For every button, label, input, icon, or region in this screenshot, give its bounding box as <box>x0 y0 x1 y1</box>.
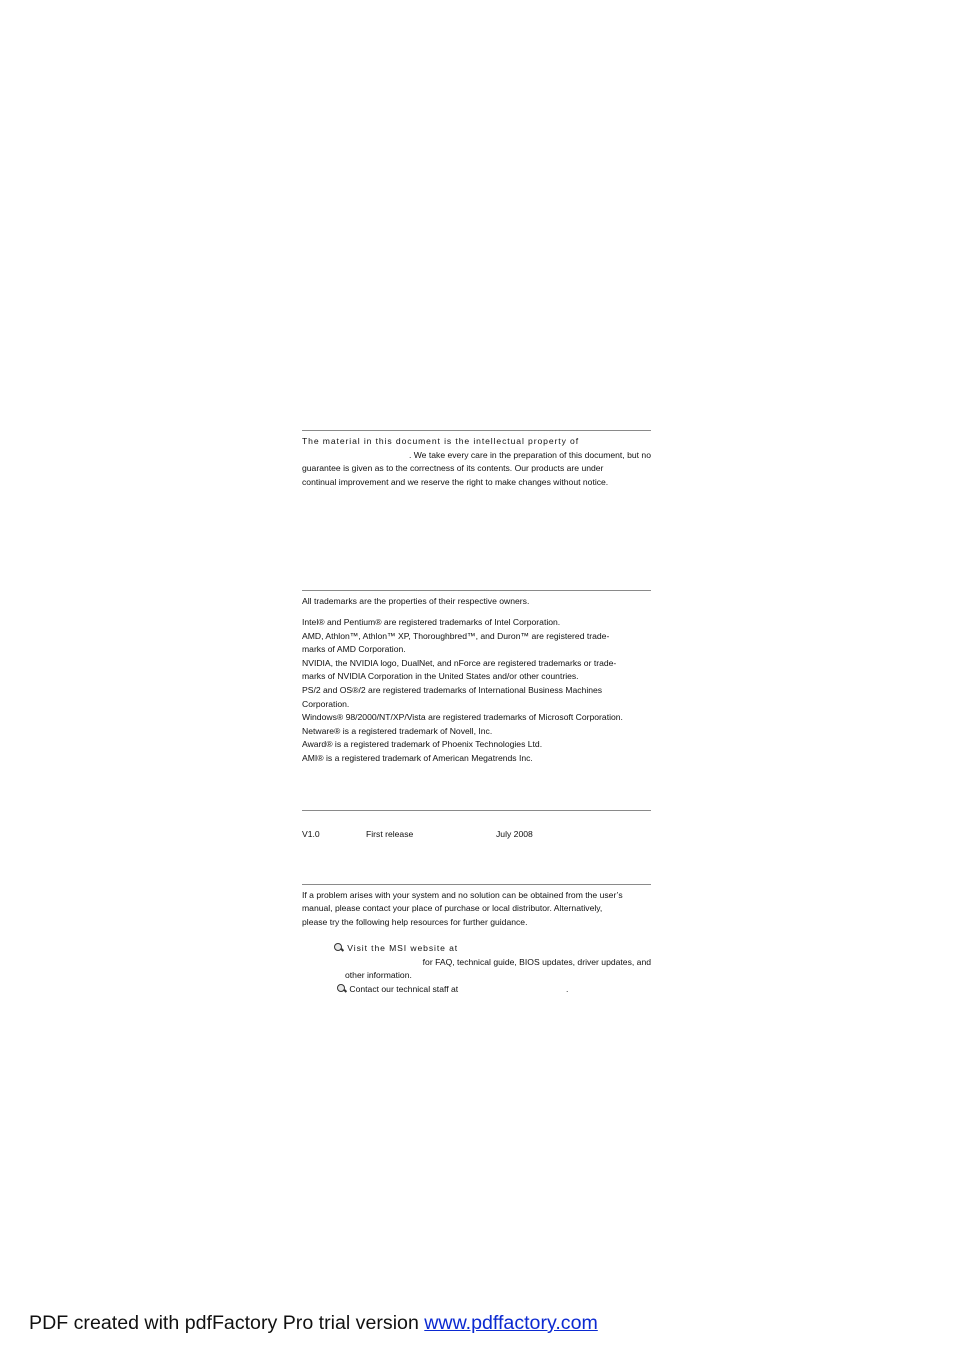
copyright-notice <box>302 435 651 489</box>
copyright-line: . We take every care in the preparation of this document, but no <box>408 449 651 460</box>
help-resources-list <box>302 942 651 996</box>
copyright-line: The material in this document is the intellectual property of <box>302 436 580 446</box>
trademark-line: AMD, Athlon™, Athlon™ XP, Thoroughbred™, and Duron™ are registered trade- <box>302 630 610 641</box>
technical-support-section <box>302 884 651 997</box>
revision-version: V1.0 <box>302 828 320 839</box>
trademark-line: Windows® 98/2000/NT/XP/Vista are registered trademarks of Microsoft Corporation. <box>302 712 623 723</box>
copyright-line: continual improvement and we reserve the right to make changes without notice. <box>302 476 609 487</box>
trademarks-list <box>302 616 651 766</box>
trademark-line: marks of NVIDIA Corporation in the United States and/or other countries. <box>302 671 579 682</box>
document-body <box>302 430 651 997</box>
trademark-line: Corporation. <box>302 698 350 709</box>
footer-text: PDF created with pdfFactory Pro trial version <box>29 1312 425 1334</box>
revision-history-section <box>302 810 651 842</box>
section-divider-revision <box>302 810 651 811</box>
list-item <box>302 983 651 997</box>
resource-contact-end: . <box>565 984 569 995</box>
revision-row <box>302 828 651 842</box>
resource-contact-text: Contact our technical staff at <box>349 984 459 995</box>
resource-website-text: Visit the MSI website at <box>347 943 459 954</box>
support-line: please try the following help resources for further guidance. <box>302 916 528 927</box>
trademark-line: Netware® is a registered trademark of Novell, Inc. <box>302 725 493 736</box>
support-text <box>302 889 651 930</box>
list-item <box>302 942 651 983</box>
trademark-line: PS/2 and OS®/2 are registered trademarks of International Business Machines <box>302 684 603 695</box>
magnifier-bullet-icon <box>337 984 346 993</box>
trademark-line: marks of AMD Corporation. <box>302 644 406 655</box>
revision-date: July 2008 <box>496 828 533 839</box>
pdf-watermark-footer <box>29 1311 598 1335</box>
resource-website-detail: for FAQ, technical guide, BIOS updates, driver updates, and <box>422 956 651 967</box>
trademark-line: Intel® and Pentium® are registered trademarks of Intel Corporation. <box>302 616 561 627</box>
resource-website-detail-cont: other information. <box>345 970 412 981</box>
trademarks-section <box>302 590 651 765</box>
section-divider-copyright <box>302 430 651 431</box>
trademark-line: NVIDIA, the NVIDIA logo, DualNet, and nForce are registered trademarks or trade- <box>302 657 617 668</box>
copyright-line: guarantee is given as to the correctness of its contents. Our products are under <box>302 463 604 474</box>
trademark-line: AMI® is a registered trademark of American Megatrends Inc. <box>302 752 533 763</box>
footer-link[interactable]: www.pdffactory.com <box>424 1312 598 1334</box>
section-divider-trademarks <box>302 590 651 591</box>
magnifier-bullet-icon <box>334 943 343 952</box>
trademark-line: Award® is a registered trademark of Phoenix Technologies Ltd. <box>302 739 543 750</box>
support-line: manual, please contact your place of purchase or local distributor. Alternatively, <box>302 903 603 914</box>
section-divider-support <box>302 884 651 885</box>
support-line: If a problem arises with your system and no solution can be obtained from the user’s <box>302 889 623 900</box>
revision-note: First release <box>366 828 414 839</box>
trademarks-intro: All trademarks are the properties of their respective owners. <box>302 596 530 607</box>
